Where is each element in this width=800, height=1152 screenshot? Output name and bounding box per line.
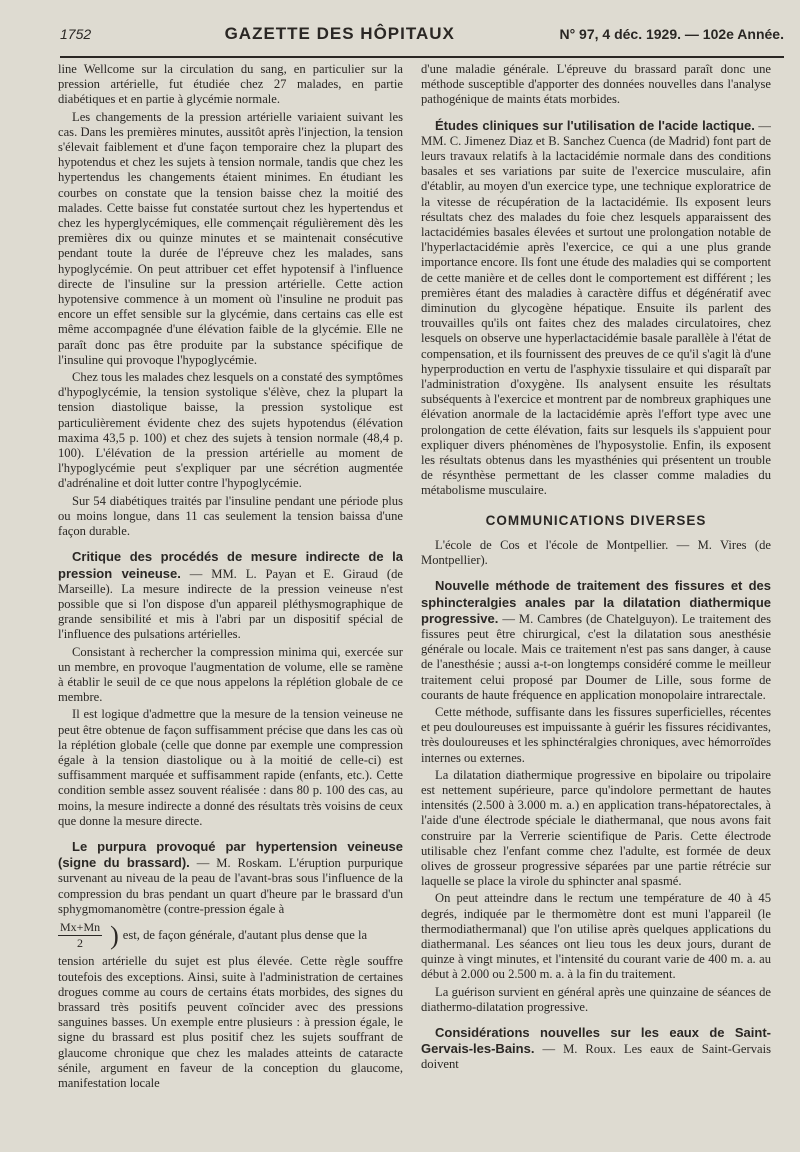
section-heading: COMMUNICATIONS DIVERSES	[485, 512, 707, 528]
paragraph: Consistant à rechercher la compression minima qui, exercée sur un membre, en provoque l'augmentation de volume, elle se ramène à établir le seuil de ce que nous appelons la réplétion globale de ce membre.	[58, 644, 403, 705]
page-number: 1752	[60, 26, 92, 42]
paragraph: line Wellcome sur la circulation du sang, en particulier sur la pression artérielle, fut étudiée chez 27 malades, en partie diabétiques et en partie à glycémie normale.	[58, 62, 403, 107]
paragraph: Cette méthode, suffisante dans les fissures superficielles, récentes et peu douloureuses est impuissante à guérir les fissures récidivantes, très douloureuses et les sphinctéralgies chroniques, avec hémorroïdes internes ou externes.	[421, 704, 771, 765]
closing-parenthesis: )	[110, 920, 119, 950]
article-roskam	[58, 839, 403, 917]
article-authors: — M. Cambres (de Chatelguyon).	[498, 611, 678, 626]
paragraph: Sur 54 diabétiques traités par l'insuline pendant une période plus ou moins longue, dans 11 cas seulement la tension baissa d'une façon durable.	[58, 493, 403, 539]
page-header	[60, 14, 784, 54]
article-payan-giraud	[58, 549, 403, 642]
left-column	[58, 62, 403, 1132]
paragraph: Chez tous les malades chez lesquels on a constaté des symptômes d'hypoglycémie, la tension systolique s'élève, chez la plupart la tension diastolique baisse, la pression systolique est particulièrement évidente chez des sujets hypotendus (élévation maxima 43,5 p. 100) et chez des sujets à tension normale (48,4 p. 100). L'élévation de la pression artérielle au moment de l'hypoglycémie peut s'expliquer par une sécrétion augmentée d'adrénaline et doit lutter contre l'hypoglycémie.	[58, 370, 403, 491]
paragraph: La guérison survient en général après une quinzaine de séances de diathermo-dilatation progressive.	[421, 984, 771, 1014]
article-text: — M. Roux. Les eaux de Saint-Gervais doivent	[421, 1042, 771, 1072]
article-roux	[421, 1025, 771, 1073]
formula	[58, 920, 102, 951]
formula-denominator: 2	[77, 936, 84, 951]
paragraph: La dilatation diathermique progressive en bipolaire ou tripolaire est nettement supérieure, parce qu'indolore permettant de hautes intensités (2.500 à 3.000 m. a.) en application trans-hépatorectales, à l'aide d'une électrode spéciale le diathermanal, que nous avons fait construire par la Verrerie scientifique de Paris. Cette électrode utilisable chez l'enfant comme chez l'adulte, est formée de deux olives de grosseur progressive séparées par une partie rétrécie sur laquelle se place la virole du sphincter anal spasmé.	[421, 767, 771, 889]
article-authors: — M. Roskam.	[189, 856, 282, 871]
article-title: Le purpura provoqué par hypertension veineuse (signe du brassard).	[58, 838, 403, 871]
article-title: Critique des procédés de mesure indirecte de la pression veineuse.	[58, 549, 403, 581]
paragraph: Les changements de la pression artérielle variaient suivant les cas. Dans les premières minutes, aussitôt après l'injection, la tension s'élevait faiblement et d'une façon temporaire chez la plupart des hypotendus et chez les sujets à tension normale, tandis que chez les hypertendus les changements étaient minimes. En étudiant les courbes on constate que la tension baisse chez la moitié des malades. Cette baisse fut constatée surtout chez les hypertendus et chez les hyperglycémiques, elle commençait régulièrement dès les premières dix ou quinze minutes et se maintenait consécutive pendant toute la durée de l'épreuve chez les malades, sans hypoglycémie. On peut attribuer cet effet hypotensif à l'influence directe de l'insuline sur la pression artérielle. Cette action hypotensive commence à un moment où l'insuline ne produit pas encore un effet sensible sur la glycémie, dans certains cas elle est même accompagnée d'une élévation faible de la glycémie. Elle ne paraît donc pas être produite par la substance spécifique de l'insuline qui provoque l'hypoglycémie.	[58, 109, 403, 367]
communication-vires: L'école de Cos et l'école de Montpellier. — M. Vires (de Montpellier).	[421, 537, 771, 568]
article-text: La mesure indirecte de la pression veineuse n'est possible que si l'on dispose d'un appareil pléthysmographique de grande sensibilité et mis à l'abri par un dispositif spécial de l'influence des pulsations artérielles.	[58, 581, 403, 642]
formula-line	[58, 920, 403, 951]
paragraph: tension artérielle du sujet est plus élevée. Cette règle souffre toutefois des exceptions. Ainsi, suite à l'administration de certaines drogues comme au cours de certains états morbides, des signes du brassard très positifs peuvent coïncider avec des pressions sanguines basses. Un exemple entre plusieurs : à pression égale, le signe du brassard est plus positif chez les sujets souffrant de glaucome chronique que chez les malades atteints de cataracte sénile, argument en faveur de la conception du glaucome, manifestation locale	[58, 954, 403, 1090]
article-title: Nouvelle méthode de traitement des fissures et des sphincteralgies anales par la dilatation diathermique progressive.	[421, 578, 771, 626]
article-title: Considérations nouvelles sur les eaux de Saint-Gervais-les-Bains.	[421, 1024, 771, 1057]
journal-title: GAZETTE DES HÔPITAUX	[224, 24, 455, 43]
right-column	[421, 62, 771, 1132]
paragraph: Il est logique d'admettre que la mesure de la tension veineuse ne peut être obtenue de façon suffisamment précise que dans les cas où la réplétion globale (celle que donne par exemple une compression égale à la tension diastolique ou à la moitié de celle-ci) est suffisamment marquée et suffisamment rapide (enfants, etc.). Cette condition semble assez souvent réalisée : dans 80 p. 100 des cas, au moins, la mesure indirecte a donné des résultats très voisins de ceux que donne la mesure directe.	[58, 707, 403, 828]
article-cambres	[421, 578, 771, 703]
formula-numerator: Mx+Mn	[58, 920, 102, 936]
article-authors: — MM. C. Jimenez Diaz et B. Sanchez Cuenca (de Madrid)	[421, 118, 771, 148]
paragraph: d'une maladie générale. L'épreuve du brassard paraît donc une méthode susceptible d'apporter des données nouvelles dans l'analyse pathogénique de maints états morbides.	[421, 62, 771, 107]
header-rule	[60, 56, 784, 58]
formula-trailing-text: est, de façon générale, d'autant plus dense que la	[122, 928, 368, 943]
issue-info: N° 97, 4 déc. 1929. — 102e Année.	[559, 26, 784, 42]
article-jimenez-sanchez	[421, 118, 771, 499]
article-title: Études cliniques sur l'utilisation de l'acide lactique.	[435, 117, 755, 133]
article-authors: — MM. L. Payan et E. Giraud (de Marseille).	[58, 566, 403, 596]
article-text: L'éruption purpurique survenant au niveau de la peau de l'avant-bras sous l'influence de la compression du bras pendant un quart d'heure par le brassard d'un sphygmomanomètre (contre-pression égale à	[58, 856, 403, 916]
paragraph: On peut atteindre dans le rectum une température de 40 à 45 degrés, indiquée par le thermomètre dont est muni l'appareil (le thermodiathermanal) que l'on utilise après quelques applications du diathermanal. Les séances ont lieu tous les deux jours, durant de quinze à vingt minutes, et l'intensité du courant varie de 400 m. a. au début à 2.000 ou 2.500 m. a. à la fin du traitement.	[421, 891, 771, 982]
article-text: font part de leurs travaux relatifs à la lactacidémie normale dans des conditions basales et ses variations par suite de l'exercice musculaire, afin d'établir, au moyen d'un exercice type, une technique exploratrice de la vitesse de récupération de la lactacidémie. Ils exposent leurs résultats chez des malades du foie chez lesquels apparaissent des lactacidémies basales élevées et surtout une prolongation notable de l'hyperlactacidémie après l'exercice, ce qui a une plus grande importance encore. Ils font une étude des maladies qui se comportent de cette manière et de celles dont le comportement est différent ; les premières étant des maladies à caractère diffus et dégénératif avec diminution du glycogène hépatique. Ensuite ils parlent des trouvailles qu'ils ont faites chez des malades circulatoires, chez lesquels on observe une hyperlactacidémie basale parallèle à l'état de compensation, et ils fournissent des preuves de ce qu'il s'agit là d'une hyperproduction en vertu de l'asphyxie tissulaire et qui disparaît par l'administration d'oxygène. Ils analysent ensuite les résultats subséquents à l'exercice et montrent par de nombreux graphiques une élévation anormale de la lactacidémie après l'effort type avec une prolongation de cette élévation, faits sur lesquels ils s'appuient pour expliquer divers phénomènes de l'hyposystolie. Enfin, ils exposent les résultats obtenus dans les myasthénies qui présentent un trouble de résynthèse permettant de les classer comme maladies du métabolisme musculaire.	[421, 133, 771, 498]
article-text: Le traitement des fissures peut être chirurgical, c'est la dilatation sous anesthésie générale ou locale. Mais ce traitement n'est pas sans danger, à cause de l'anesthésie ; aussi a-t-on longtemps considéré comme le meilleur traitement celui proposé par Doumer de Lille, sous forme de courants de haute fréquence en application monopolaire intrarectale.	[421, 611, 771, 702]
